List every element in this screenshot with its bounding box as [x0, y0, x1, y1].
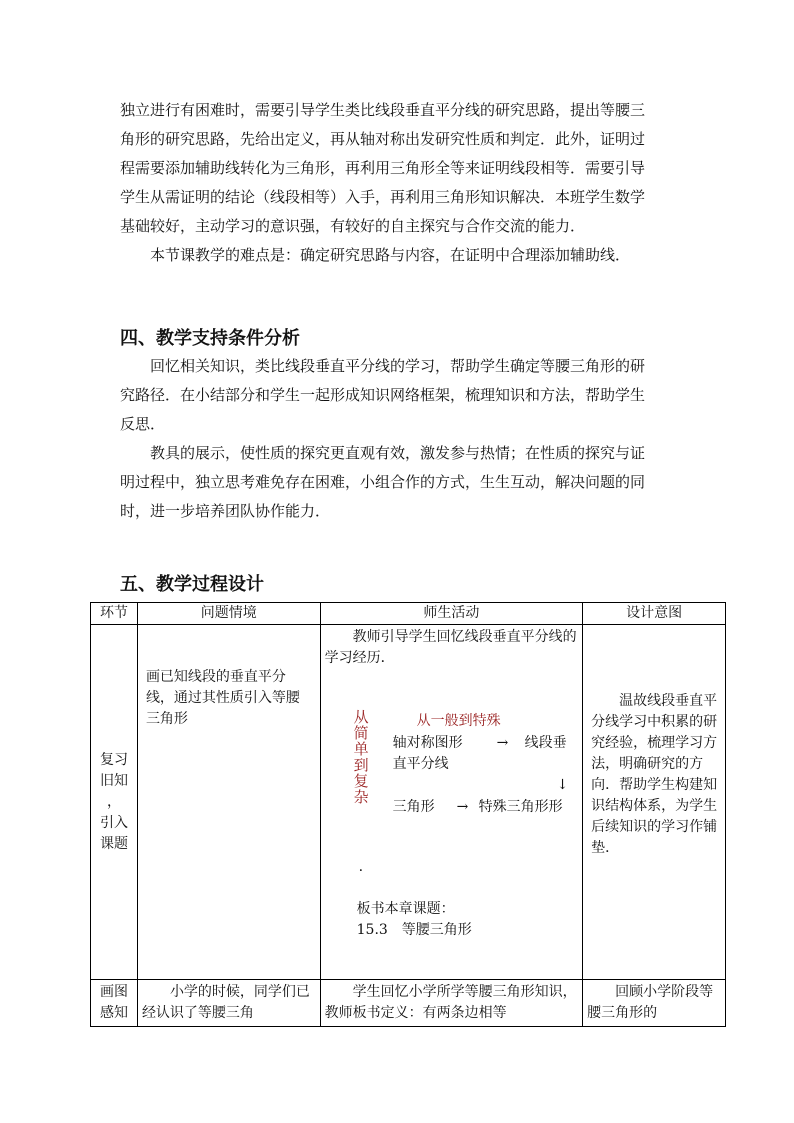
- stage-cell: [91, 980, 138, 1027]
- board-title: 15.3 等腰三角形: [356, 922, 472, 938]
- s4-p2-line-1: 教具的展示，使性质的探究更直观有效，激发参与热情；在性质的探究与证: [150, 444, 646, 462]
- header-stage: 环节: [91, 603, 138, 625]
- stage-text: 课题: [99, 835, 128, 852]
- stage-text: ，: [106, 793, 121, 810]
- board-label: 板书本章课题：: [356, 901, 455, 917]
- situation-cell: [137, 625, 320, 980]
- arrow-down-icon: ↓: [556, 777, 569, 793]
- section4-title: 四、教学支持条件分析: [120, 328, 300, 349]
- activity-intro: 教师引导学生回忆线段垂直平分线的学习经历．: [324, 629, 577, 666]
- table-row: [91, 625, 726, 980]
- stage-text: 复习: [99, 751, 128, 768]
- section5-title: 五、教学过程设计: [120, 574, 264, 595]
- intro-line-1: 独立进行有困难时，需要引导学生类比线段垂直平分线的研究思路，提出等腰三: [120, 101, 646, 119]
- intent-text: 温故线段垂直平分线学习中积累的研究经验，梳理学习方法，明确研究的方向．帮助学生构建知识结构体系，为学生后续知识的学习作铺垫．: [591, 693, 718, 856]
- s4-p2-line-3: 时，进一步培养团队协作能力．: [120, 502, 331, 520]
- stage-text: 感知: [99, 1005, 128, 1021]
- stage-text: 引入: [99, 814, 128, 831]
- s4-p1-line-3: 反思．: [120, 415, 166, 433]
- section4-body: [120, 352, 680, 526]
- intent-text: 回顾小学阶段等腰三角形的: [587, 984, 714, 1021]
- stage-text: 旧知: [99, 772, 128, 789]
- header-situation: 问题情境: [137, 603, 320, 625]
- process-table: [90, 602, 726, 1027]
- stage-text: 画图: [99, 984, 128, 1000]
- diagram-vertical-label: 从简单到复杂: [351, 709, 370, 805]
- s4-p1-line-1: 回忆相关知识，类比线段垂直平分线的学习，帮助学生确定等腰三角形的研: [150, 357, 646, 375]
- s4-p1-line-2: 究路径．在小结部分和学生一起形成知识网络框架，梳理知识和方法，帮助学生: [120, 386, 646, 404]
- intro-line-4: 学生从需证明的结论（线段相等）入手，再利用三角形知识解决．本班学生数学: [120, 188, 646, 206]
- header-activity: 师生活动: [320, 603, 583, 625]
- diagram-node-triangle: 三角形: [392, 799, 435, 815]
- diagram-node-segment: 线段垂: [524, 735, 567, 751]
- intro-line-3: 程需要添加辅助线转化为三角形，再利用三角形全等来证明线段相等．需要引导: [120, 159, 646, 177]
- situation-text: 小学的时候，同学们已经认识了等腰三角: [141, 984, 310, 1021]
- intro-paragraph: [120, 96, 680, 270]
- activity-cell: [320, 980, 583, 1027]
- table-row: [91, 980, 726, 1027]
- diagram-node-axis-symmetric: 轴对称图形: [392, 735, 463, 751]
- intro-line-2: 角形的研究思路，先给出定义，再从轴对称出发研究性质和判定．此外，证明过: [120, 130, 646, 148]
- arrow-right-icon: →: [456, 799, 469, 815]
- header-intent: 设计意图: [583, 603, 726, 625]
- diagram-dot: .: [358, 859, 364, 875]
- arrow-right-icon: →: [496, 735, 509, 751]
- activity-text: 学生回忆小学所学等腰三角形知识，教师板书定义：有两条边相等: [324, 984, 577, 1021]
- intent-cell: [583, 625, 726, 980]
- s4-p2-line-2: 明过程中，独立思考难免存在困难，小组合作的方式，生生互动，解决问题的同: [120, 473, 646, 491]
- activity-cell: [320, 625, 583, 980]
- activity-content: [325, 627, 579, 977]
- stage-cell: [91, 625, 138, 980]
- table-header-row: [91, 603, 726, 625]
- intro-line-5: 基础较好，主动学习的意识强，有较好的自主探究与合作交流的能力．: [120, 217, 586, 235]
- diagram-node-bisector: 直平分线: [392, 756, 449, 772]
- intent-cell: [583, 980, 726, 1027]
- diagram-node-special-triangle: 特殊三角形形: [478, 799, 563, 815]
- difficulty-line: 本节课教学的难点是：确定研究思路与内容，在证明中合理添加辅助线．: [150, 246, 631, 264]
- situation-cell: [137, 980, 320, 1027]
- diagram-horizontal-label: 从一般到特殊: [416, 713, 501, 729]
- situation-text: 画已知线段的垂直平分线，通过其性质引入等腰三角形: [145, 669, 300, 727]
